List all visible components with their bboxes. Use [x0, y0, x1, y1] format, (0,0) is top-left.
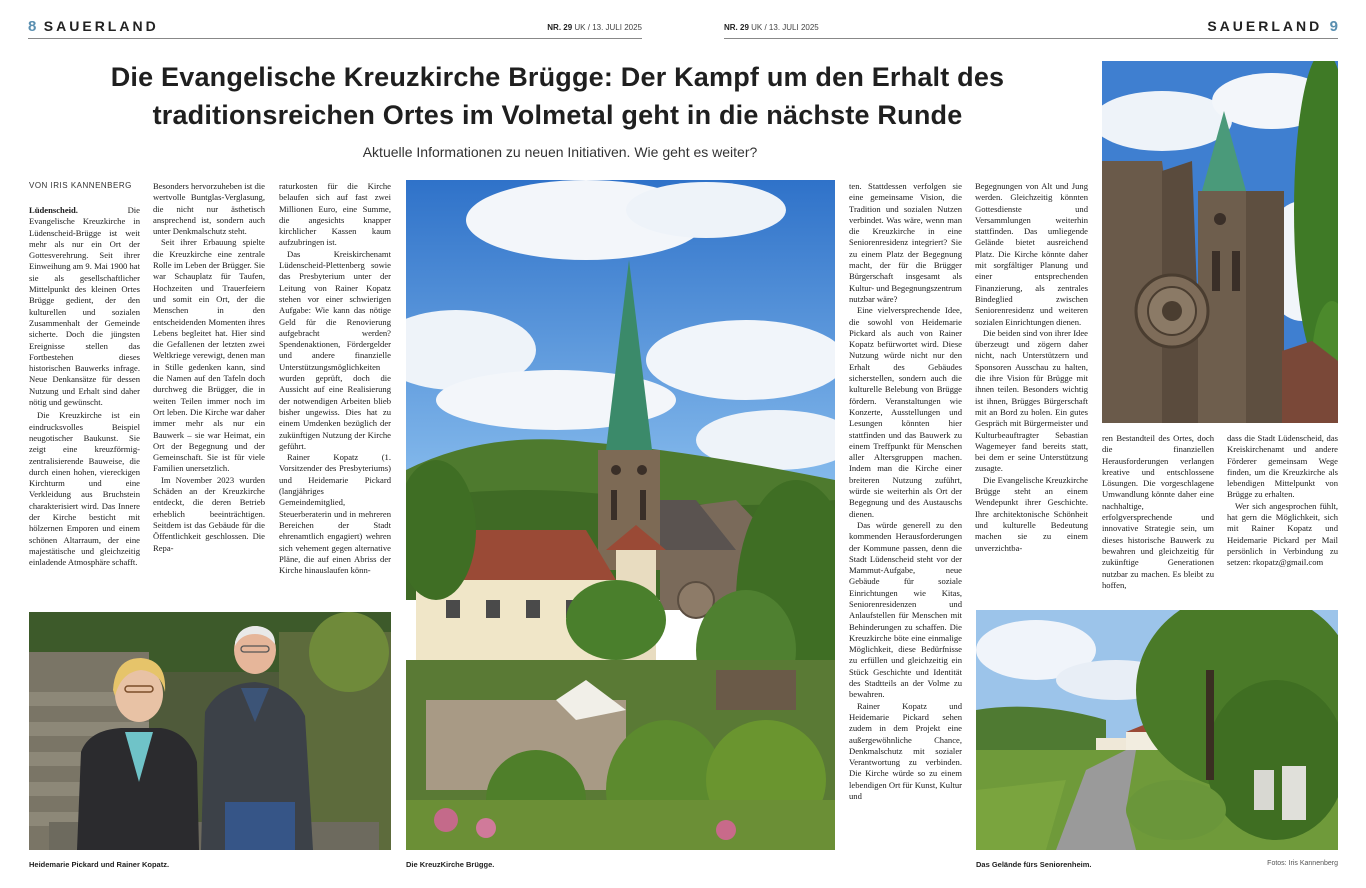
photo-grounds	[976, 610, 1338, 850]
paragraph	[29, 205, 140, 408]
paragraph: Seit ihrer Erbauung spielte die Kreuzkirche eine zentrale Rolle im Leben der Brügger. Sie war Schauplatz für Taufen, Hochzeiten und Trauerfeiern und somit ein Ort, der die Menschen in den entscheidenden Momenten ihres Lebens begleitet hat. Hier sind die Gefallenen der letzten zwei Weltkriege verewigt, denen man in Stille gedenken kann, sind die Namen auf den Tafeln doch durchweg die Brügger, die in weiten Teilen immer noch im Ort leben. Die Kirche war daher immer mehr als nur ein Bauwerk – sie war Heimat, ein Ort der Begegnung und der Gemeinschaft. Sie ist für viele Familien unersetzlich.	[153, 237, 265, 474]
paragraph: Die Evangelische Kreuzkirche Brügge steht an einem Wendepunkt ihrer Geschichte. Ihre architektonische Schönheit und kulturelle Bedeutung machen sie zu einem unverzichtba-	[975, 474, 1088, 553]
right-header-rule	[724, 38, 1338, 39]
text-column-2	[153, 181, 265, 593]
text-column-5	[975, 181, 1088, 595]
paragraph: ten. Stattdessen verfolgen sie eine gemeinsame Vision, die Tradition und sozialen Nutzen verbindet. Was wäre, wenn man die Kreuzkirche in eine Seniorenresidenz integriert? Sie zu einem Platz der Begegnung macht, der für die Brügger Bürgerschaft insgesamt als Kultur- und Begegnungszentrum nutzbar wäre?	[849, 181, 962, 304]
paragraph: Das Kreiskirchenamt Lüdenscheid-Plettenberg sowie das Presbyterium unter der Leitung von Rainer Kopatz stehen vor einer schwierigen Aufgabe: Wie kann das nötige Geld für die Renovierung aufgebracht werden? Spendenaktionen, Fördergelder und andere finanzielle Unterstützungsmöglichkeiten wurden geprüft, doch die Aussicht auf eine Realisierung der notwendigen Arbeiten blieb bisher ungewiss. Dies hat zu einem Umdenken bezüglich der zukünftigen Nutzung der Kirche geführt.	[279, 248, 391, 451]
left-page-number: 8	[28, 18, 37, 35]
text-column-4	[849, 181, 962, 869]
right-section-name: SAUERLAND	[1207, 18, 1323, 34]
byline: VON IRIS KANNENBERG	[29, 181, 132, 190]
photo-credit: Fotos: Iris Kannenberg	[1267, 860, 1338, 867]
right-issue-info	[724, 23, 819, 32]
paragraph: Besonders hervorzuheben ist die wertvolle Buntglas-Verglasung, die nicht nur ästhetisch ansprechend ist, sondern auch unter Denkmalschutz steht.	[153, 181, 265, 237]
right-issue-number: NR. 29	[724, 23, 749, 32]
photo-people	[29, 612, 391, 850]
paragraph: Die beiden sind von ihrer Idee überzeugt und zögern daher nicht, nach Unterstützern und Sponsoren Ausschau zu halten, die ihre Vision für Brügge mit ihnen teilen. Besonders wichtig ist ihnen, Brügges Bürgerschaft mit an Bord zu holen. Ein gutes Gespräch mit Bürgermeister und Kulturbeauftragter Sebastian Wagemeyer fand bereits statt, bei dem er seine Unterstützung zusagte.	[975, 327, 1088, 474]
paragraph: Wer sich angesprochen fühlt, hat gern die Möglichkeit, sich mit Rainer Kopatz und Heidemarie Pickard per Mail persönlich in Verbindung zu setzen: rkopatz@gmail.com	[1227, 500, 1338, 568]
paragraph: raturkosten für die Kirche belaufen sich auf fast zwei Millionen Euro, eine Summe, die angesichts knapper kirchlicher Kassen kaum aufzubringen ist.	[279, 181, 391, 248]
headline-line-2: traditionsreichen Ortes im Volmetal geht in die nächste Runde	[152, 100, 963, 130]
paragraph: Eine vielversprechende Idee, die sowohl von Heidemarie Pickard als auch von Rainer Kopatz befürwortet wird. Diese Nutzung würde nicht nur den Erhalt des Gebäudes sicherstellen, sondern auch die kulturelle Belebung von Brügge fördern. Veranstaltungen wie Konzerte, Ausstellungen und Lesungen könnten hier stattfinden und das Bauwerk zu einem Treffpunkt für Menschen aller Altersgruppen machen. Indem man die Kirche einer breiteren Nutzung zuführt, würde sie weiterhin als Ort der Begegnung und des Austauschs dienen.	[849, 305, 962, 519]
article-headline	[30, 58, 1085, 134]
paragraph: Im November 2023 wurden Schäden an der Kreuzkirche entdeckt, die deren Betrieb erheblich beeinträchtigen. Seitdem ist das Gebäude für die Öffentlichkeit geschlossen. Die Repa-	[153, 474, 265, 553]
right-page-header	[724, 18, 1338, 40]
paragraph: Begegnungen von Alt und Jung werden. Gleichzeitig könnten Gottesdienste und Versammlungen weiterhin stattfinden. Das umliegende Gelände bietet ausreichend Platz. Die Kirche könnte daher mit sorgfältiger Planung und einer entsprechenden Finanzierung, als zentrales Bindeglied zwischen Seniorenresidenz und weiteren sozialen Einrichtungen dienen.	[975, 181, 1088, 327]
photo-church	[406, 180, 835, 850]
paragraph: Die Kreuzkirche ist ein eindrucksvolles Beispiel neugotischer Baukunst. Sie zeigt eine kreuzförmig-zentralisierende Bauweise, die durch einen hohen, viereckigen Kirchturm und eine Verkleidung aus Bruchstein charakterisiert wird. Das Innere der Kirche besticht mit hölzernen Emporen und einem schönen Altarraum, der eine majestätische und gleichzeitig einladende Atmosphäre schafft.	[29, 410, 140, 568]
left-issue-info	[547, 23, 642, 32]
dateline: Lüdenscheid.	[29, 205, 78, 215]
caption-church: Die KreuzKirche Brügge.	[406, 860, 495, 869]
text-column-6	[1102, 433, 1214, 595]
paragraph-text: Die Evangelische Kreuzkirche in Lüdenscheid-Brügge ist weit mehr als nur ein Ort der Gottesverehrung. Seit ihrer Einweihung am 9. Mai 1900 hat sie als gesellschaftlicher Mittelpunkt des kleinen Ortes Brügge gedient, der den kulturellen und sozialen Zusammenhalt der Gemeinde sicherte. Doch die jüngsten Ereignisse stellen das Fortbestehen dieses historischen Bauwerks infrage. Neue Denkansätze für dessen Nutzung und Erhalt sind daher nötig und gewünscht.	[29, 205, 140, 408]
paragraph: Rainer Kopatz und Heidemarie Pickard sehen zudem in dem Projekt eine außergewöhnliche Chance, Denkmalschutz mit sozialer Verantwortung zu verbinden. Die Kirche würde so zu einem lebendigen Ort für Kunst, Kultur und	[849, 700, 962, 802]
caption-people: Heidemarie Pickard und Rainer Kopatz.	[29, 860, 170, 869]
left-page-header	[28, 18, 642, 40]
left-section-name: SAUERLAND	[43, 18, 159, 34]
right-issue-date: UK / 13. JULI 2025	[751, 23, 819, 32]
left-header-rule	[28, 38, 642, 39]
photo-church-facade	[1102, 61, 1338, 423]
text-column-1	[29, 205, 140, 605]
left-issue-number: NR. 29	[547, 23, 573, 32]
right-section-group	[1207, 18, 1338, 36]
article-subtitle: Aktuelle Informationen zu neuen Initiativen. Wie geht es weiter?	[362, 144, 758, 160]
right-page-number: 9	[1329, 18, 1338, 35]
left-issue-date: UK / 13. JULI 2025	[574, 23, 642, 32]
text-column-7	[1227, 433, 1338, 595]
text-column-3	[279, 181, 391, 593]
caption-grounds: Das Gelände fürs Seniorenheim.	[976, 860, 1092, 869]
paragraph: Rainer Kopatz (1. Vorsitzender des Presbyteriums) und Heidemarie Pickard (langjähriges Gemeindemitglied, Steuerberaterin und in mehreren Bereichen der Stadt ehrenamtlich engagiert) wehren sich vehement gegen alternative Pläne, die auf einen Abriss der Kirche hinauslaufen könn-	[279, 452, 391, 576]
paragraph: Das würde generell zu den kommenden Herausforderungen der Kommune passen, denn die Stadt Lüdenscheid steht vor der Mammut-Aufgabe, neue Gebäude für soziale Einrichtungen wie Kitas, Seniorenresidenzen und Anlaufstellen für Menschen mit Behinderungen zu schaffen. Die Kreuzkirche böte eine einmalige Möglichkeit, diese Bedürfnisse zu erfüllen und gleichzeitig ein Stück Geschichte und Identität des Stadtteils an der Volme zu bewahren.	[849, 519, 962, 700]
paragraph: dass die Stadt Lüdenscheid, das Kreiskirchenamt und andere Förderer gemeinsam Wege finden, um die Kreuzkirche als lebendigen Mittelpunkt von Brügge zu erhalten.	[1227, 433, 1338, 500]
headline-line-1: Die Evangelische Kreuzkirche Brügge: Der Kampf um den Erhalt des	[110, 62, 1005, 92]
paragraph: ren Bestandteil des Ortes, doch die finanziellen Herausforderungen verlangen kreative und entschlossene Lösungen. Die vorgeschlagene Umwandlung könnte daher eine nachhaltige, erfolgversprechende und innovative Strategie sein, um dieses historische Bauwerk zu bewahren und gleichzeitig für zukünftige Generationen nutzbar zu machen. Es bleibt zu hoffen,	[1102, 433, 1214, 590]
